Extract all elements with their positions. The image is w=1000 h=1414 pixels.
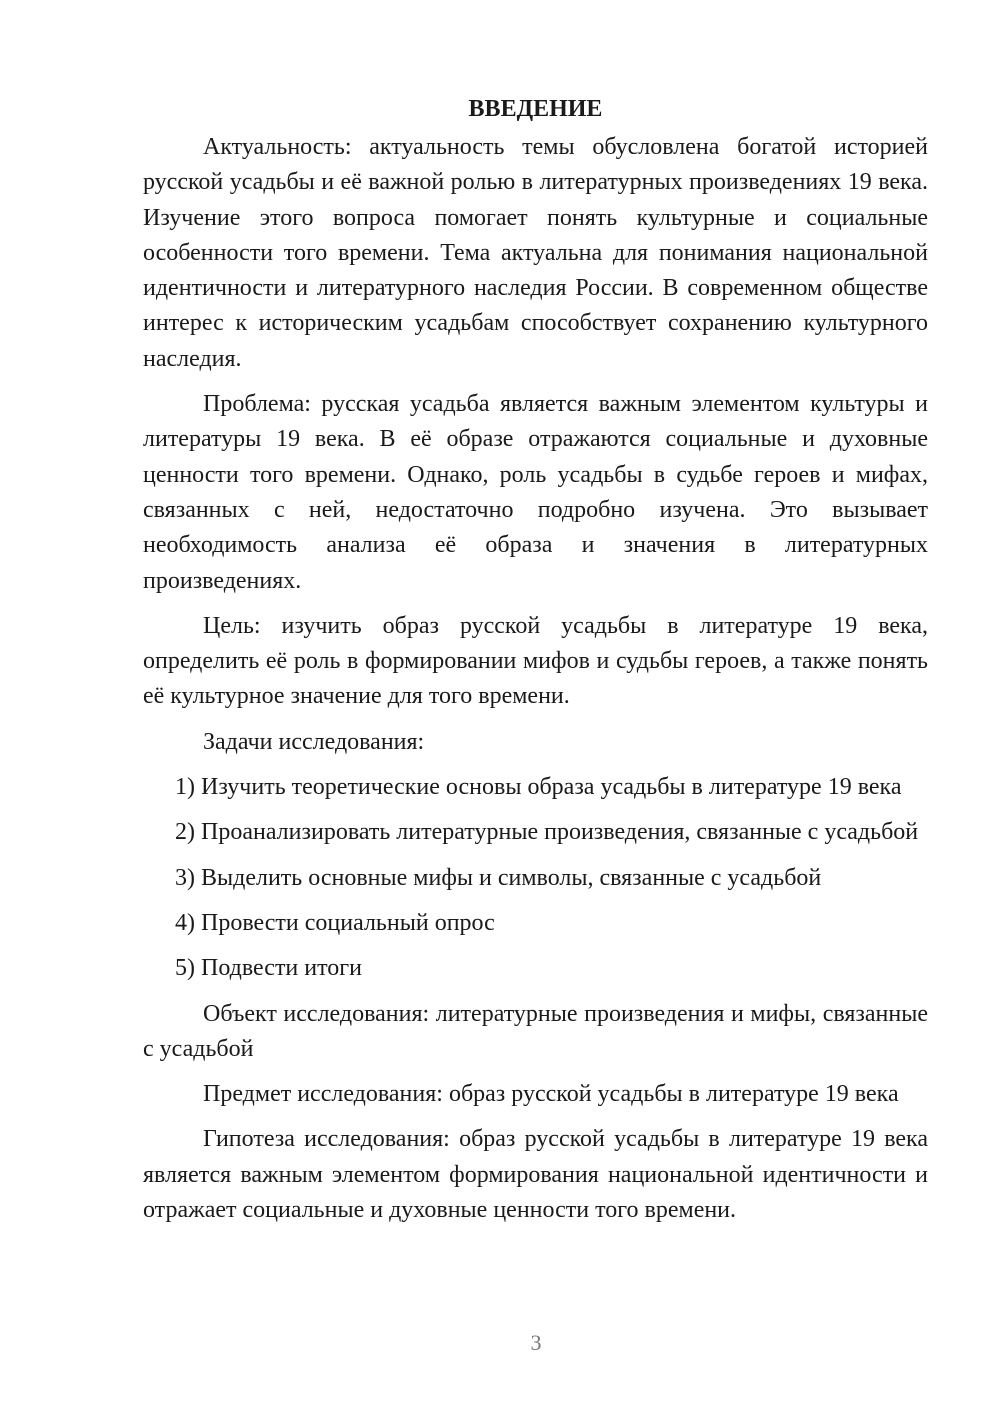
task-item-2: 2) Проанализировать литературные произведения, связанные с усадьбой — [175, 819, 919, 846]
section-heading: ВВЕДЕНИЕ — [468, 96, 603, 122]
subject-paragraph: Предмет исследования: образ русской усадьбы в литературе 19 века — [203, 1081, 899, 1108]
task-item-4: 4) Провести социальный опрос — [175, 909, 495, 936]
tasks-title: Задачи исследования: — [203, 728, 425, 755]
problem-paragraph: Проблема: русская усадьба является важным элементом культуры и литературы 19 века. В её образе отражаются социальные и духовные ценности того времени. Однако, роль усадьбы в судьбе героев и мифах, связанных с ней, недостаточно подробно изучена. Это вызывает необходимость анализа её образа и значения в литературных произведениях. — [143, 391, 928, 594]
goal-paragraph: Цель: изучить образ русской усадьбы в литературе 19 века, определить её роль в формировании мифов и судьбы героев, а также понять её культурное значение для того времени. — [143, 612, 928, 710]
task-item-5: 5) Подвести итоги — [175, 955, 362, 982]
object-paragraph: Объект исследования: литературные произведения и мифы, связанные с усадьбой — [143, 1000, 928, 1062]
page-number: 3 — [530, 1330, 542, 1355]
task-item-1: 1) Изучить теоретические основы образа усадьбы в литературе 19 века — [175, 774, 902, 801]
document-page — [143, 92, 928, 1238]
hypothesis-paragraph: Гипотеза исследования: образ русской усадьбы в литературе 19 века является важным элементом формирования национальной идентичности и отражает социальные и духовные ценности того времени. — [143, 1126, 928, 1224]
task-item-3: 3) Выделить основные мифы и символы, связанные с усадьбой — [175, 864, 822, 891]
relevance-paragraph: Актуальность: актуальность темы обусловлена богатой историей русской усадьбы и её важной ролью в литературных произведениях 19 века. Изучение этого вопроса помогает понять культурные и социальные особенности того времени. Тема актуальна для понимания национальной идентичности и литературного наследия России. В современном обществе интерес к историческим усадьбам способствует сохранению культурного наследия. — [143, 134, 928, 372]
